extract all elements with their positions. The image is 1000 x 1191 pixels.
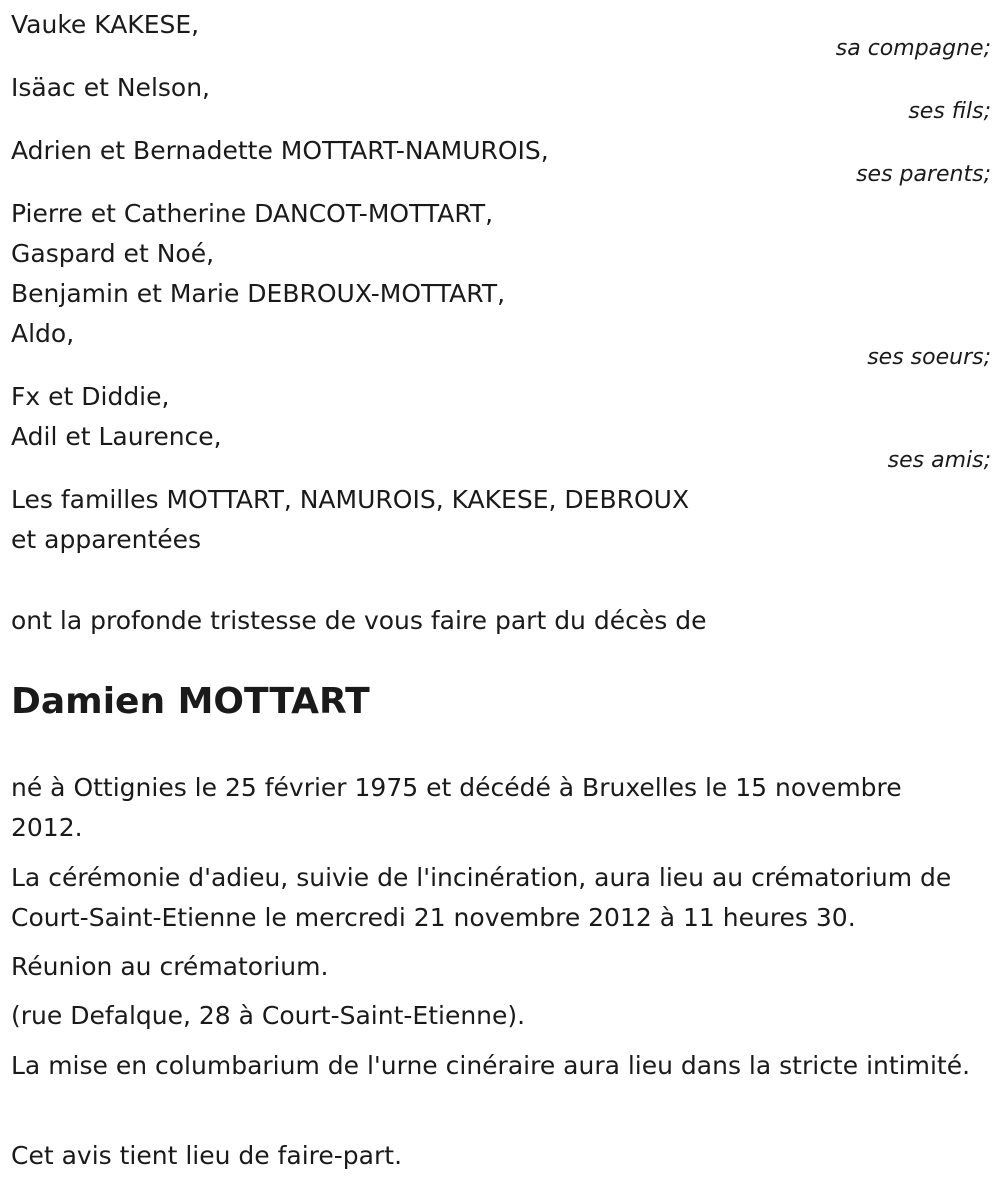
- birth-death-paragraph: né à Ottignies le 25 février 1975 et décédé à Bruxelles le 15 novembre 2012.: [11, 773, 902, 842]
- family-line-sister-2-children: Aldo,: [11, 319, 75, 348]
- family-line-related: et apparentées: [11, 525, 202, 554]
- relation-label-parents: ses parents;: [856, 162, 991, 187]
- family-line-sister-1: Pierre et Catherine DANCOT-MOTTART,: [11, 199, 494, 228]
- columbarium-paragraph: La mise en columbarium de l'urne cinéraire aura lieu dans la stricte intimité.: [11, 1051, 971, 1080]
- family-line-sons: Isäac et Nelson,: [11, 73, 210, 102]
- relation-label-sisters: ses soeurs;: [867, 345, 991, 370]
- relation-label-sons: ses fils;: [908, 99, 991, 124]
- family-line-friends-2: Adil et Laurence,: [11, 422, 222, 451]
- family-line-sister-1-children: Gaspard et Noé,: [11, 239, 215, 268]
- deceased-name: Damien MOTTART: [11, 681, 370, 722]
- relation-label-friends: ses amis;: [887, 448, 991, 473]
- notice-paragraph: Cet avis tient lieu de faire-part.: [11, 1141, 403, 1170]
- family-line-partner: Vauke KAKESE,: [11, 10, 200, 39]
- relation-label-partner: sa compagne;: [835, 36, 991, 61]
- ceremony-paragraph: La cérémonie d'adieu, suivie de l'incinération, aura lieu au crématorium de Court-Saint-Etienne le mercredi 21 novembre 2012 à 11 heures 30.: [11, 863, 952, 932]
- address-paragraph: (rue Defalque, 28 à Court-Saint-Etienne).: [11, 1001, 526, 1030]
- family-line-families: Les familles MOTTART, NAMUROIS, KAKESE, DEBROUX: [11, 485, 690, 514]
- announcement-text: ont la profonde tristesse de vous faire part du décès de: [11, 606, 707, 635]
- family-line-parents: Adrien et Bernadette MOTTART-NAMUROIS,: [11, 136, 549, 165]
- reunion-paragraph: Réunion au crématorium.: [11, 952, 329, 981]
- family-line-friends-1: Fx et Diddie,: [11, 382, 170, 411]
- family-line-sister-2: Benjamin et Marie DEBROUX-MOTTART,: [11, 279, 506, 308]
